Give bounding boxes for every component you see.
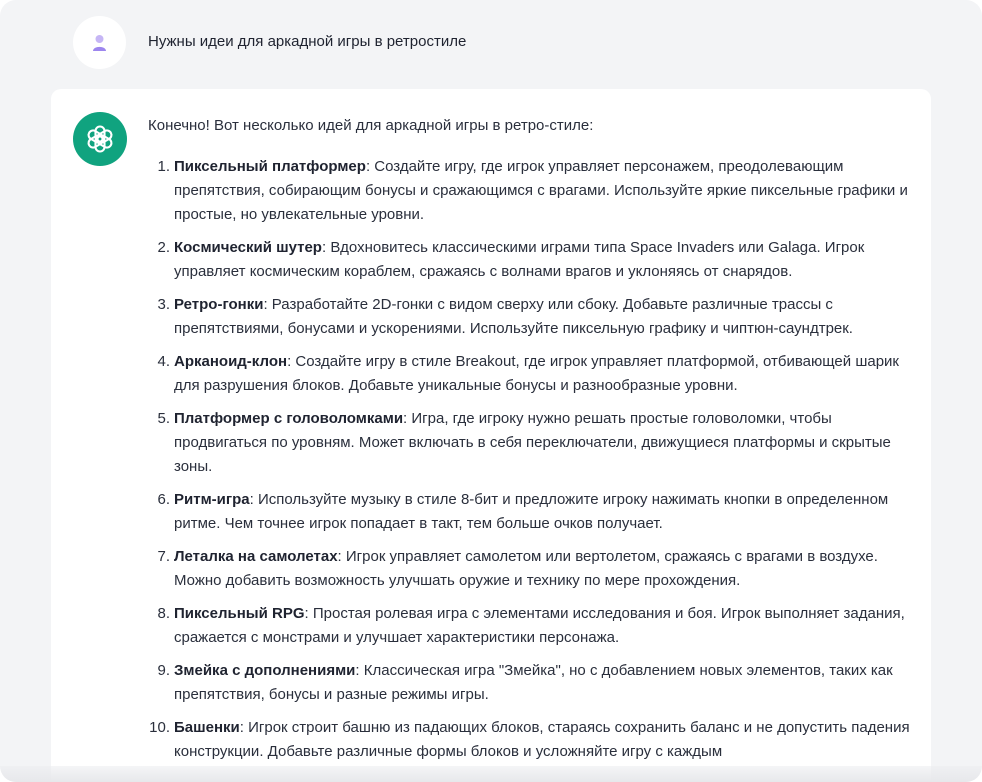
assistant-message-content xyxy=(148,116,918,773)
assistant-intro: Конечно! Вот несколько идей для аркадной игры в ретро-стиле: xyxy=(148,117,594,134)
idea-list xyxy=(148,155,918,764)
idea-description: : Разработайте 2D-гонки с видом сверху или сбоку. Добавьте различные трассы с препятствиями, бонусами и ускорениями. Используйте пиксельную графику и чиптюн-саундтрек. xyxy=(174,296,853,337)
idea-number: 5. xyxy=(157,410,170,427)
user-avatar xyxy=(73,16,126,69)
idea-list-item xyxy=(148,236,918,284)
idea-list-item xyxy=(148,602,918,650)
user-icon xyxy=(91,33,108,52)
idea-description: : Игра, где игроку нужно решать простые головоломки, чтобы продвигаться по уровням. Может включать в себя переключатели, движущиеся платформы и скрытые зоны. xyxy=(174,410,891,475)
idea-title: Арканоид-клон xyxy=(174,353,288,370)
idea-title: Космический шутер xyxy=(174,239,322,256)
idea-title: Леталка на самолетах xyxy=(174,548,338,565)
idea-description: : Создайте игру, где игрок управляет персонажем, преодолевающим препятствия, собирающим бонусы и сражающимся с врагами. Используйте яркие пиксельные графики и простые, но увлекательные уровни. xyxy=(174,158,908,223)
assistant-message-card xyxy=(51,89,931,782)
idea-title: Платформер с головоломками xyxy=(174,410,404,427)
idea-description: : Игрок строит башню из падающих блоков, стараясь сохранить баланс и не допустить падения конструкции. Добавьте различные формы блоков и усложняйте игру с каждым xyxy=(174,719,910,760)
idea-number: 2. xyxy=(157,239,170,256)
idea-number: 4. xyxy=(157,353,170,370)
idea-title: Змейка с дополнениями xyxy=(174,662,356,679)
idea-description: : Игрок управляет самолетом или вертолетом, сражаясь с врагами в воздухе. Можно добавить возможность улучшать оружие и технику по мере прохождения. xyxy=(174,548,878,589)
idea-description: : Классическая игра "Змейка", но с добавлением новых элементов, таких как препятствия, бонусы и разные режимы игры. xyxy=(174,662,893,703)
scroll-fade-overlay xyxy=(0,766,982,782)
idea-list-item xyxy=(148,293,918,341)
idea-number: 8. xyxy=(157,605,170,622)
user-message-row xyxy=(0,0,982,88)
user-message-text: Нужны идеи для аркадной игры в ретростиле xyxy=(148,33,467,50)
idea-number: 6. xyxy=(157,491,170,508)
idea-list-item xyxy=(148,716,918,764)
idea-number: 3. xyxy=(157,296,170,313)
idea-number: 10. xyxy=(149,719,170,736)
idea-description: : Создайте игру в стиле Breakout, где игрок управляет платформой, отбивающей шарик для разрушения блоков. Добавьте уникальные бонусы и разнообразные уровни. xyxy=(174,353,899,394)
idea-list-item xyxy=(148,545,918,593)
idea-title: Башенки xyxy=(174,719,240,736)
idea-list-item xyxy=(148,659,918,707)
idea-description: : Вдохновитесь классическими играми типа Space Invaders или Galaga. Игрок управляет космическим кораблем, сражаясь с волнами врагов и уклоняясь от снарядов. xyxy=(174,239,865,280)
idea-title: Ритм-игра xyxy=(174,491,250,508)
idea-description: : Простая ролевая игра с элементами исследования и боя. Игрок выполняет задания, сражается с монстрами и улучшает характеристики персонажа. xyxy=(174,605,905,646)
idea-number: 9. xyxy=(157,662,170,679)
idea-list-item xyxy=(148,488,918,536)
idea-list-item xyxy=(148,407,918,479)
idea-list-item xyxy=(148,350,918,398)
idea-list-item xyxy=(148,155,918,227)
idea-title: Пиксельный RPG xyxy=(174,605,305,622)
idea-title: Пиксельный платформер xyxy=(174,158,366,175)
openai-logo-icon xyxy=(84,123,116,155)
assistant-avatar xyxy=(73,112,127,166)
idea-title: Ретро-гонки xyxy=(174,296,264,313)
idea-description: : Используйте музыку в стиле 8-бит и предложите игроку нажимать кнопки в определенном ритме. Чем точнее игрок попадает в такт, тем больше очков получает. xyxy=(174,491,889,532)
idea-number: 7. xyxy=(157,548,170,565)
idea-number: 1. xyxy=(157,158,170,175)
